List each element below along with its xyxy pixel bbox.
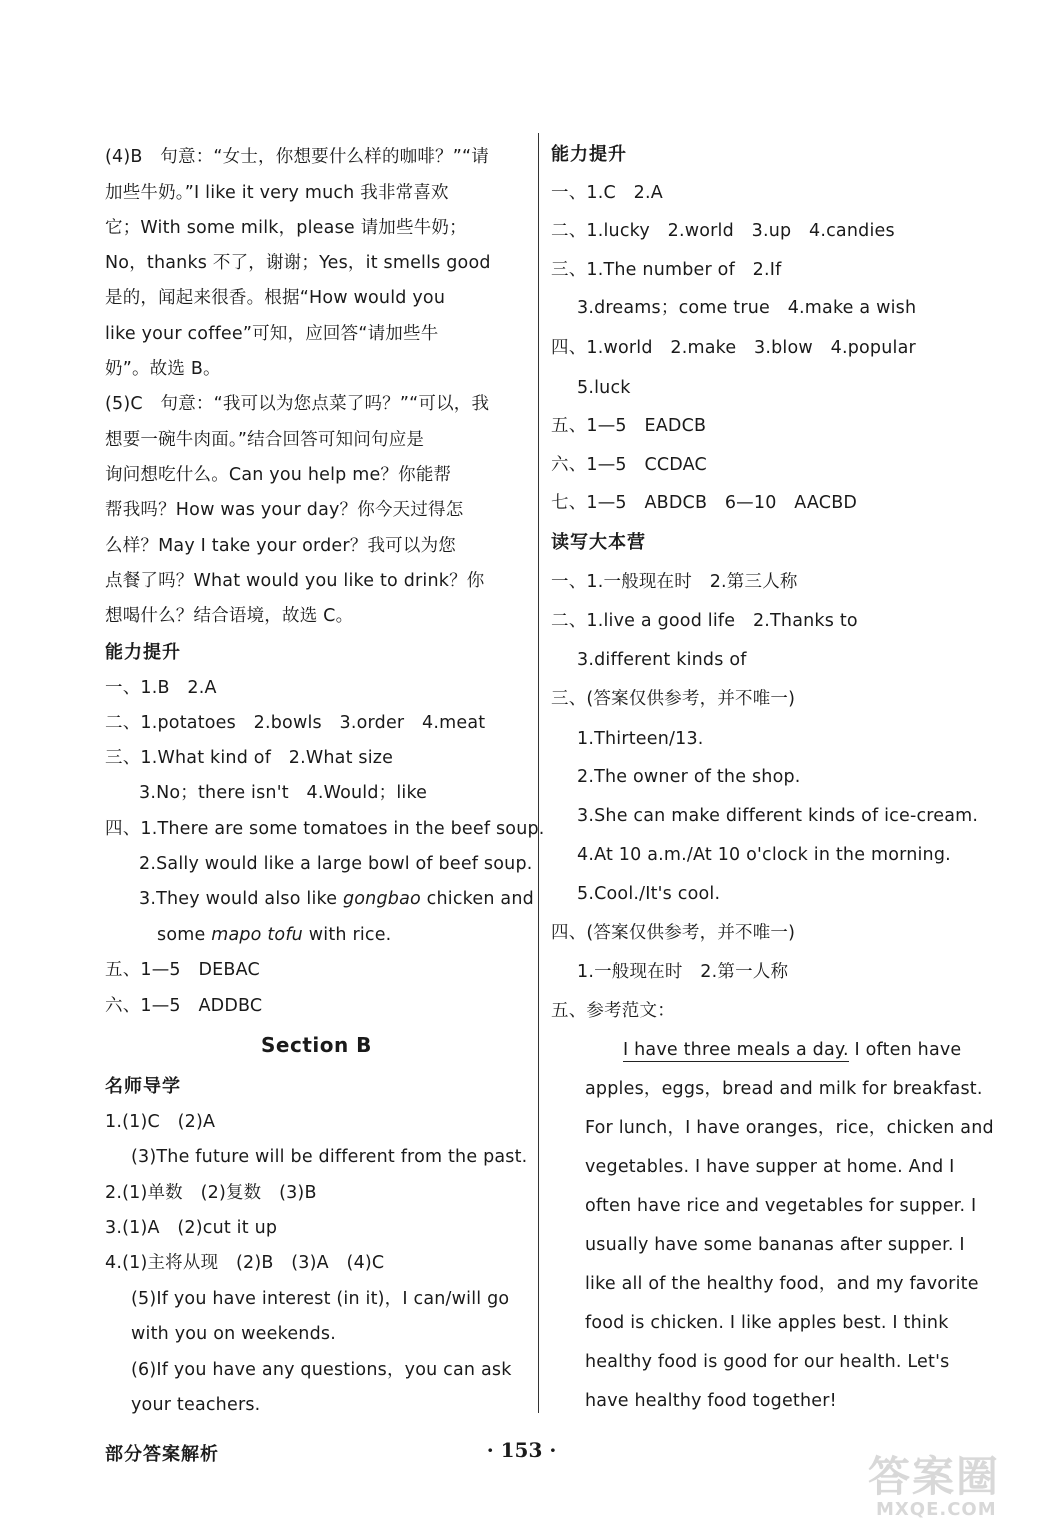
essay-line: often have rice and vegetables for supper. I — [585, 1196, 977, 1216]
essay-line: vegetables. I have supper at home. And I — [585, 1157, 955, 1177]
watermark-url: MXQE.COM — [876, 1499, 997, 1520]
text-line: 么样？May I take your order？我可以为您 — [105, 536, 456, 556]
answer-line: 二、1.live a good life 2.Thanks to — [551, 611, 858, 631]
answer-line: 5.luck — [577, 378, 631, 398]
section-title: Section B — [261, 1033, 372, 1057]
italic-term: gongbao — [342, 889, 421, 909]
section-heading: 读写大本营 — [551, 532, 646, 553]
text-line: 奶”。故选 B。 — [105, 359, 221, 379]
text-run: I often have — [848, 1040, 962, 1060]
answer-line: (6)If you have any questions，you can ask — [131, 1360, 512, 1380]
answer-line: 四、1.world 2.make 3.blow 4.popular — [551, 338, 916, 358]
answer-line: 1.(1)C (2)A — [105, 1112, 216, 1132]
essay-line: apples，eggs，bread and milk for breakfast. — [585, 1079, 983, 1099]
answer-line: 1.Thirteen/13. — [577, 729, 704, 749]
underlined-topic-sentence: I have three meals a day. — [623, 1040, 849, 1060]
answer-line: 2.Sally would like a large bowl of beef soup. — [139, 854, 533, 874]
text-line: 想喝什么？结合语境，故选 C。 — [105, 606, 354, 626]
text-line: 帮我吗？How was your day？你今天过得怎 — [105, 500, 464, 520]
answer-line: your teachers. — [131, 1395, 261, 1415]
text-line: 是的，闻起来很香。根据“How would you — [105, 288, 446, 308]
essay-line: have healthy food together! — [585, 1391, 837, 1411]
answer-line: 1.一般现在时 2.第一人称 — [577, 962, 789, 982]
answer-line: 六、1—5 ADDBC — [105, 996, 263, 1016]
answer-line: 一、1.一般现在时 2.第三人称 — [551, 572, 798, 592]
watermark-logo — [868, 1452, 1018, 1530]
text-run: 3.They would also like — [139, 889, 343, 909]
answer-line: 2.(1)单数 (2)复数 (3)B — [105, 1183, 317, 1203]
answer-line: 3.different kinds of — [577, 650, 747, 670]
answer-line: 三、1.What kind of 2.What size — [105, 748, 394, 768]
answer-line: 四、1.There are some tomatoes in the beef soup. — [105, 819, 545, 839]
section-heading: 能力提升 — [105, 642, 181, 663]
answer-line: (5)If you have interest (in it)，I can/will go — [131, 1289, 510, 1309]
answer-line: 3.She can make different kinds of ice-cream. — [577, 806, 979, 826]
answer-line — [157, 924, 391, 946]
answer-line: 五、参考范文： — [551, 1001, 675, 1021]
answer-line: 3.dreams；come true 4.make a wish — [577, 298, 917, 318]
text-line: 询问想吃什么。Can you help me？你能帮 — [105, 465, 452, 485]
answer-line: 2.The owner of the shop. — [577, 767, 801, 787]
essay-line: usually have some bananas after supper. I — [585, 1235, 965, 1255]
answer-line: 五、1—5 DEBAC — [105, 960, 260, 980]
answer-line: 一、1.B 2.A — [105, 678, 217, 698]
essay-line — [623, 1039, 961, 1061]
text-line: (4)B 句意：“女士，你想要什么样的咖啡？”“请 — [105, 147, 489, 167]
answer-line: (3)The future will be different from the past. — [131, 1147, 528, 1167]
answer-line: 3.No；there isn't 4.Would；like — [139, 783, 428, 803]
answer-line: with you on weekends. — [131, 1324, 336, 1344]
text-line: No，thanks 不了，谢谢；Yes，it smells good — [105, 253, 491, 273]
watermark-text: 答案圈 — [868, 1452, 1001, 1501]
text-run: chicken and — [420, 889, 534, 909]
answer-line: 一、1.C 2.A — [551, 183, 663, 203]
answer-line: 4.(1)主将从现 (2)B (3)A (4)C — [105, 1253, 385, 1273]
text-line: like your coffee”可知，应回答“请加些牛 — [105, 324, 439, 344]
answer-line: 三、(答案仅供参考，并不唯一) — [551, 689, 796, 709]
text-run: with rice. — [302, 925, 392, 945]
answer-line: 二、1.potatoes 2.bowls 3.order 4.meat — [105, 713, 486, 733]
text-run: some — [157, 925, 212, 945]
essay-line: food is chicken. I like apples best. I think — [585, 1313, 949, 1333]
answer-line: 六、1—5 CCDAC — [551, 455, 707, 475]
column-divider — [538, 133, 539, 1413]
text-line: 加些牛奶。”I like it very much 我非常喜欢 — [105, 183, 449, 203]
essay-line: For lunch，I have oranges，rice，chicken and — [585, 1118, 994, 1138]
answer-line: 5.Cool./It's cool. — [577, 884, 721, 904]
answer-line — [139, 888, 534, 910]
italic-term: mapo tofu — [211, 925, 303, 945]
answer-line: 三、1.The number of 2.If — [551, 260, 782, 280]
answer-line: 4.At 10 a.m./At 10 o'clock in the morning. — [577, 845, 951, 865]
section-heading: 名师导学 — [105, 1076, 181, 1097]
page-number: · 153 · — [486, 1438, 557, 1462]
answer-line: 3.(1)A (2)cut it up — [105, 1218, 278, 1238]
text-line: 点餐了吗？What would you like to drink？你 — [105, 571, 485, 591]
text-line: 想要一碗牛肉面。”结合回答可知问句应是 — [105, 430, 425, 450]
section-heading: 能力提升 — [551, 144, 627, 165]
answer-line: 七、1—5 ABDCB 6—10 AACBD — [551, 493, 858, 513]
essay-line: healthy food is good for our health. Let's — [585, 1352, 950, 1372]
footer-label: 部分答案解析 — [105, 1444, 219, 1465]
essay-line: like all of the healthy food，and my favorite — [585, 1274, 979, 1294]
text-line: 它；With some milk，please 请加些牛奶； — [105, 218, 467, 238]
answer-line: 四、(答案仅供参考，并不唯一) — [551, 923, 796, 943]
answer-line: 五、1—5 EADCB — [551, 416, 707, 436]
answer-line: 二、1.lucky 2.world 3.up 4.candies — [551, 221, 895, 241]
text-line: (5)C 句意：“我可以为您点菜了吗？”“可以，我 — [105, 394, 490, 414]
